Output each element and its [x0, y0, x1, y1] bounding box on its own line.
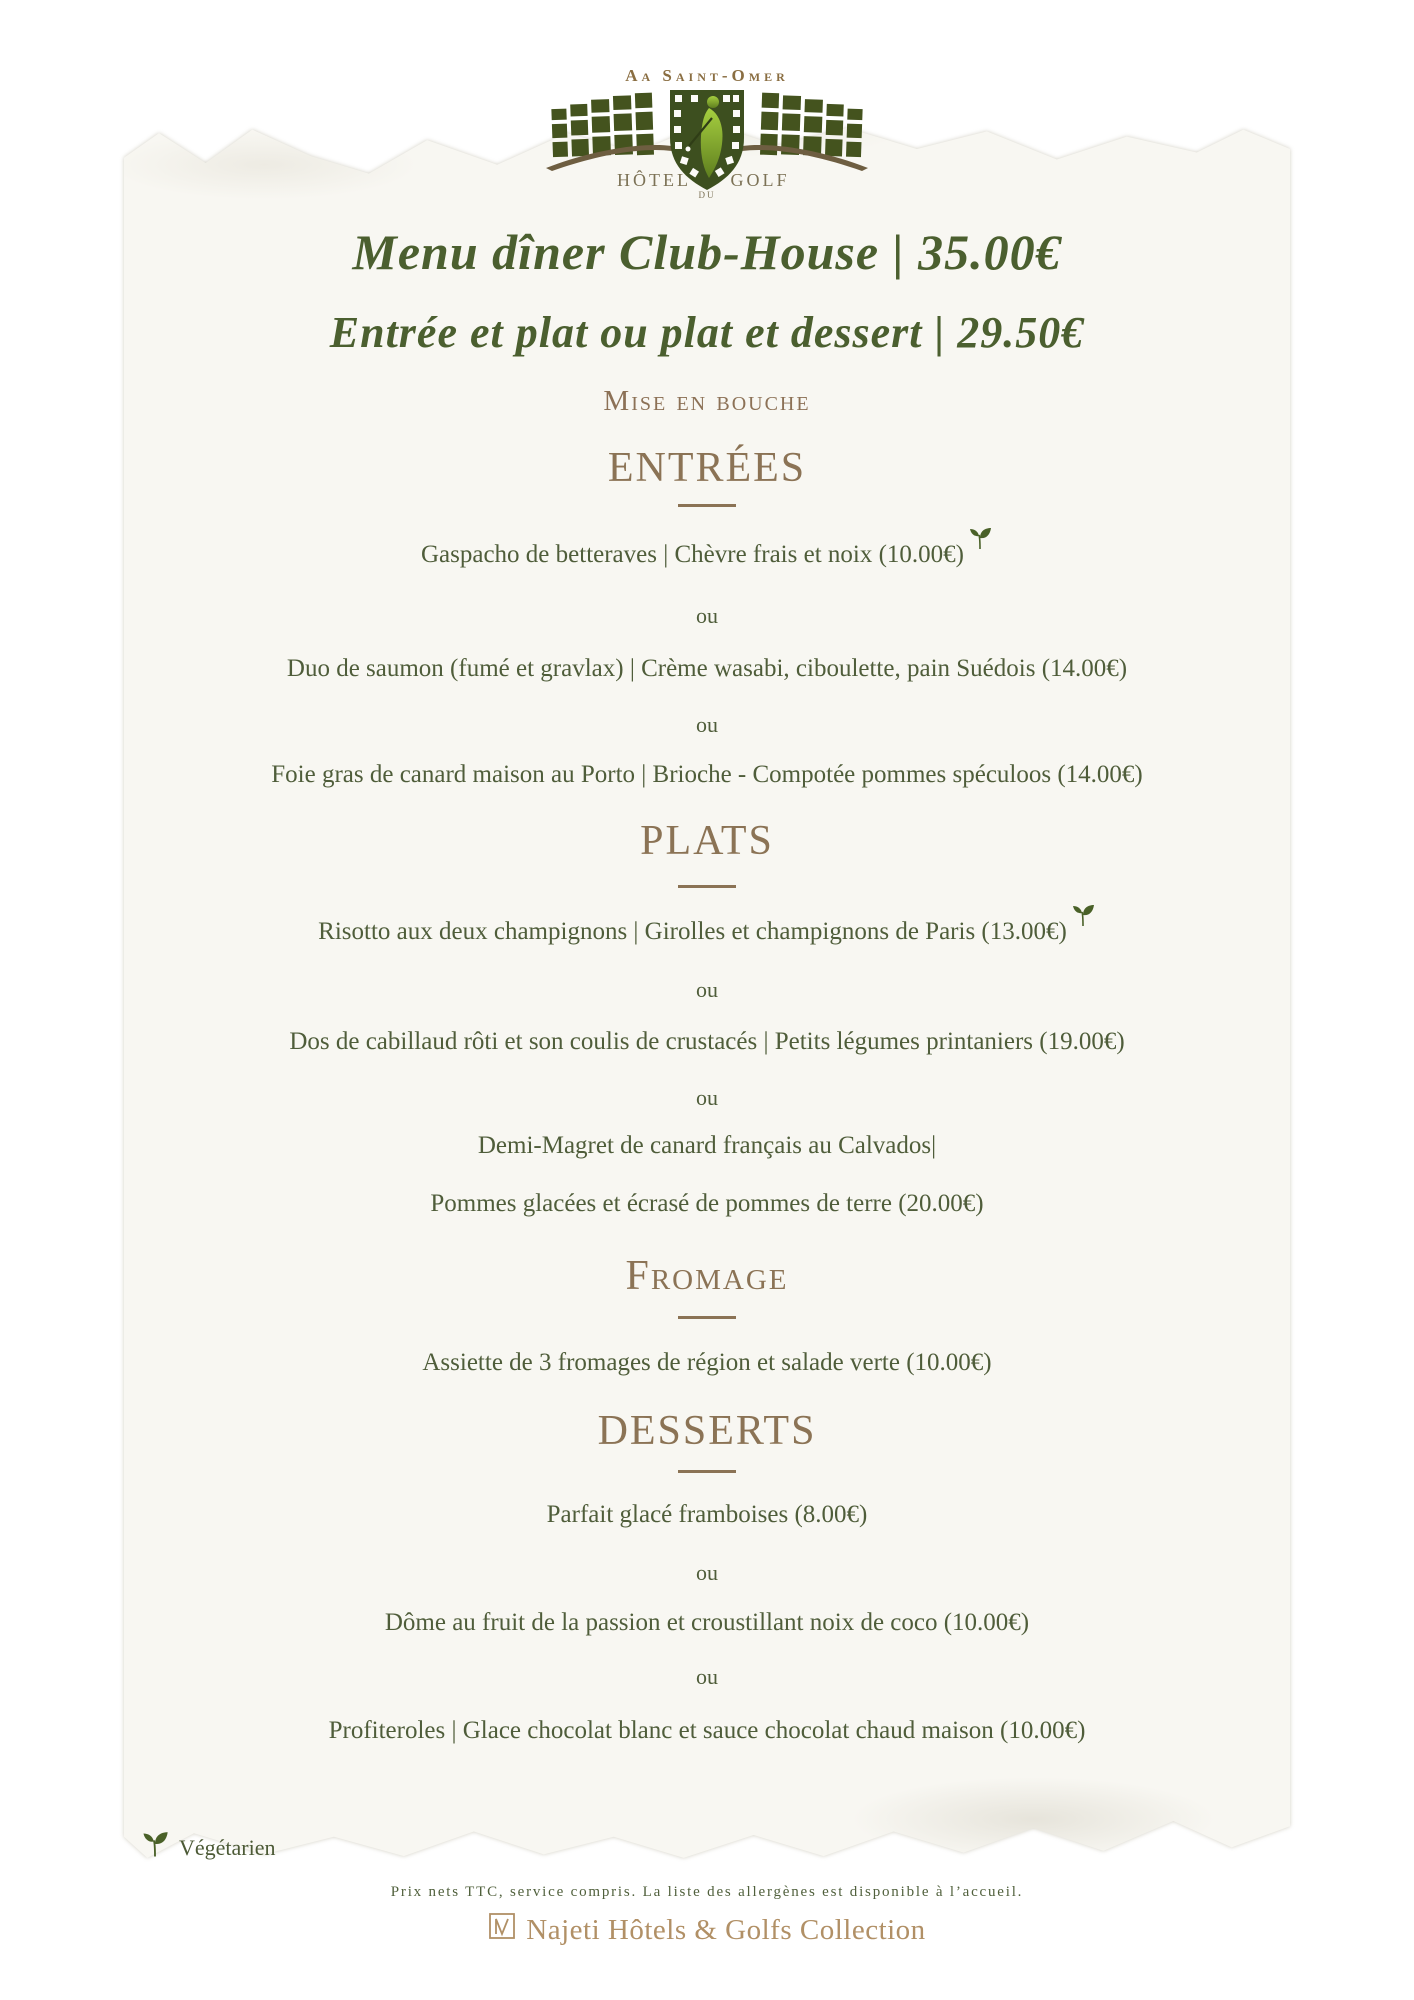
najeti-brand-text: Najeti Hôtels & Golfs Collection [526, 1913, 926, 1946]
menu-item: Dos de cabillaud rôti et son coulis de crustacés | Petits légumes printaniers (19.00€) [289, 1028, 1125, 1055]
menu-item: Dôme au fruit de la passion et croustillant noix de coco (10.00€) [384, 1609, 1030, 1636]
menu-title-line2: Entrée et plat ou plat et dessert | 29.50€ [329, 308, 1085, 357]
logo-brand-name: Aa Saint-Omer [625, 66, 789, 85]
amuse-bouche-label: Mise en bouche [603, 385, 811, 417]
section-title-fromage: Fromage [625, 1253, 789, 1299]
golf-shield-emblem-icon [542, 86, 872, 200]
menu-item: Parfait glacé framboises (8.00€) [546, 1501, 868, 1528]
section-divider [678, 1316, 736, 1319]
or-separator: ou [696, 712, 718, 737]
menu-item: Duo de saumon (fumé et gravlax) | Crème wasabi, ciboulette, pain Suédois (14.00€) [286, 655, 1128, 682]
menu-item [0, 916, 1414, 951]
menu-item: Profiteroles | Glace chocolat blanc et sauce chocolat chaud maison (10.00€) [328, 1717, 1086, 1744]
or-separator: ou [696, 977, 718, 1002]
section-title-desserts: DESSERTS [597, 1408, 817, 1454]
menu-item-text: Risotto aux deux champignons | Girolles et champignons de Paris (13.00€) [318, 918, 1067, 946]
menu-item: Assiette de 3 fromages de région et salade verte (10.00€) [422, 1349, 992, 1376]
or-separator: ou [696, 1664, 718, 1689]
or-separator: ou [696, 1085, 718, 1110]
or-separator: ou [696, 1560, 718, 1585]
logo-word-du: DU [698, 190, 716, 200]
menu-title-line1: Menu dîner Club-House | 35.00€ [352, 224, 1062, 280]
vegetarian-legend [140, 1830, 276, 1866]
section-divider [678, 885, 736, 888]
menu-item: Demi-Magret de canard français au Calvados| [477, 1132, 937, 1159]
najeti-brand-line [0, 1912, 1414, 1948]
section-divider [678, 1470, 736, 1473]
vegetarian-leaf-icon [967, 526, 993, 561]
menu-item: Foie gras de canard maison au Porto | Brioche - Compotée pommes spéculoos (14.00€) [271, 761, 1143, 788]
logo-word-golf: GOLF [730, 170, 790, 190]
vegetarian-leaf-icon [1070, 903, 1096, 938]
section-title-entrees: ENTRÉES [607, 445, 807, 491]
section-title-plats: PLATS [640, 818, 774, 864]
najeti-monogram-icon [488, 1912, 516, 1948]
logo-word-hotel: HÔTEL [617, 170, 691, 190]
menu-item: Pommes glacées et écrasé de pommes de terre (20.00€) [430, 1190, 984, 1217]
menu-item [0, 539, 1414, 574]
legal-notice: Prix nets TTC, service compris. La liste des allergènes est disponible à l’accueil. [390, 1884, 1024, 1900]
vegetarian-leaf-icon [140, 1830, 170, 1866]
hotel-du-golf-logo [542, 86, 872, 200]
vegetarian-label: Végétarien [179, 1835, 276, 1860]
menu-item-text: Gaspacho de betteraves | Chèvre frais et noix (10.00€) [420, 541, 964, 569]
section-divider [678, 504, 736, 507]
or-separator: ou [696, 603, 718, 628]
